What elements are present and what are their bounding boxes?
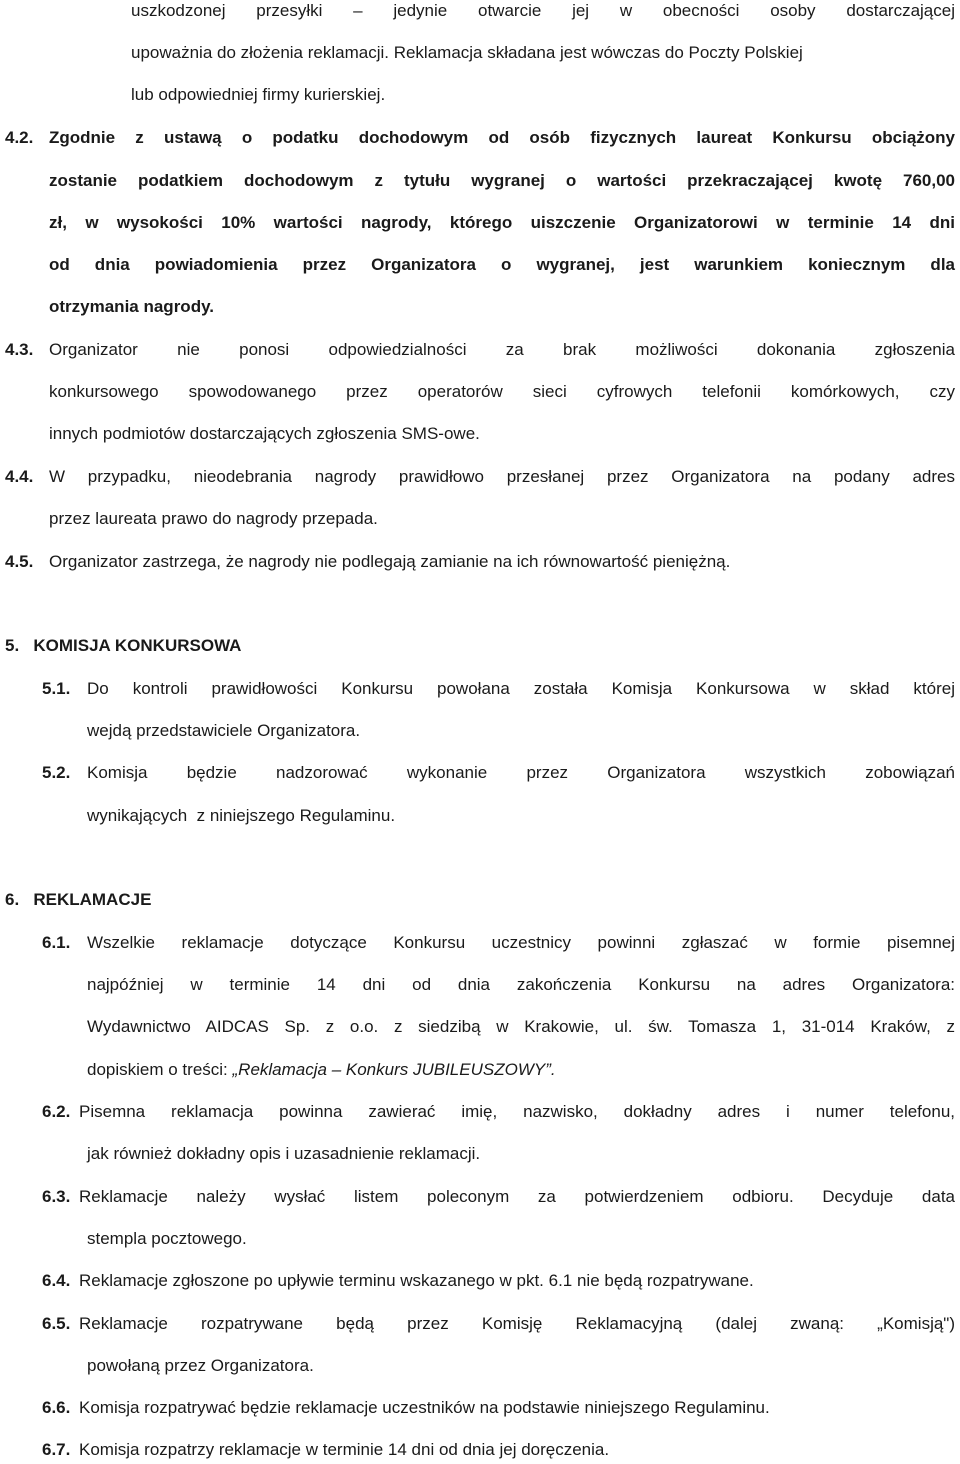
clause-4-2-line-3: zł, w wysokości 10% wartości nagrody, którego uiszczenie Organizatorowi w terminie 14 dni xyxy=(49,213,955,232)
section-6-heading: 6. REKLAMACJE xyxy=(5,890,152,909)
section-5-heading: 5. KOMISJA KONKURSOWA xyxy=(5,636,242,655)
clause-6-4-line-1: Reklamacje zgłoszone po upływie terminu wskazanego w pkt. 6.1 nie będą rozpatrywane. xyxy=(79,1271,754,1290)
clause-6-2-number: 6.2. xyxy=(42,1102,71,1121)
clause-5-2-number: 5.2. xyxy=(42,763,71,782)
clause-6-5-number: 6.5. xyxy=(42,1314,71,1333)
clause-6-1-line-4 xyxy=(87,1059,556,1081)
clause-5-2-line-2: wynikających z niniejszego Regulaminu. xyxy=(87,806,396,825)
clause-6-6-line-1: Komisja rozpatrywać będzie reklamacje uczestników na podstawie niniejszego Regulaminu. xyxy=(79,1398,770,1417)
intro-line-1: uszkodzonej przesyłki – jedynie otwarcie jej w obecności osoby dostarczającej xyxy=(131,1,955,20)
intro-line-2: upoważnia do złożenia reklamacji. Reklamacja składana jest wówczas do Poczty Polskiej xyxy=(131,43,803,62)
clause-6-3-line-2: stempla pocztowego. xyxy=(87,1229,247,1248)
clause-6-4-number: 6.4. xyxy=(42,1271,71,1290)
clause-4-3-number: 4.3. xyxy=(5,340,34,359)
clause-4-2-line-2: zostanie podatkiem dochodowym z tytułu wygranej o wartości przekraczającej kwotę 760,00 xyxy=(49,171,955,190)
clause-6-1-number: 6.1. xyxy=(42,933,71,952)
clause-4-3-line-2: konkursowego spowodowanego przez operatorów sieci cyfrowych telefonii komórkowych, czy xyxy=(49,382,955,401)
clause-6-1-quoted-subject: „Reklamacja – Konkurs JUBILEUSZOWY”. xyxy=(232,1060,556,1079)
clause-6-2-line-2: jak również dokładny opis i uzasadnienie reklamacji. xyxy=(87,1144,481,1163)
clause-4-2-line-1: Zgodnie z ustawą o podatku dochodowym od osób fizycznych laureat Konkursu obciążony xyxy=(49,128,955,147)
clause-4-2-line-5: otrzymania nagrody. xyxy=(49,297,214,316)
clause-5-1-line-1: Do kontroli prawidłowości Konkursu powołana została Komisja Konkursowa w skład której xyxy=(87,679,955,698)
intro-line-3: lub odpowiedniej firmy kurierskiej. xyxy=(131,85,386,104)
clause-4-4-number: 4.4. xyxy=(5,467,34,486)
clause-6-5-line-2: powołaną przez Organizatora. xyxy=(87,1356,314,1375)
clause-6-6-number: 6.6. xyxy=(42,1398,71,1417)
clause-5-1-number: 5.1. xyxy=(42,679,71,698)
clause-4-5-number: 4.5. xyxy=(5,552,34,571)
clause-4-5-line-1: Organizator zastrzega, że nagrody nie podlegają zamianie na ich równowartość pieniężną. xyxy=(49,552,731,571)
clause-6-1-line-2: najpóźniej w terminie 14 dni od dnia zakończenia Konkursu na adres Organizatora: xyxy=(87,975,955,994)
clause-4-3-line-1: Organizator nie ponosi odpowiedzialności za brak możliwości dokonania zgłoszenia xyxy=(49,340,955,359)
clause-5-1-line-2: wejdą przedstawiciele Organizatora. xyxy=(87,721,361,740)
clause-6-3-line-1: Reklamacje należy wysłać listem poleconym za potwierdzeniem odbioru. Decyduje data xyxy=(79,1187,955,1206)
clause-6-1-line-4-prefix: dopiskiem o treści: xyxy=(87,1060,233,1079)
clause-4-4-line-2: przez laureata prawo do nagrody przepada. xyxy=(49,509,378,528)
clause-4-2-number: 4.2. xyxy=(5,128,34,147)
clause-4-4-line-1: W przypadku, nieodebrania nagrody prawidłowo przesłanej przez Organizatora na podany adres xyxy=(49,467,955,486)
clause-6-1-line-1: Wszelkie reklamacje dotyczące Konkursu uczestnicy powinni zgłaszać w formie pisemnej xyxy=(87,933,955,952)
clause-6-7-line-1: Komisja rozpatrzy reklamacje w terminie 14 dni od dnia jej doręczenia. xyxy=(79,1440,610,1459)
clause-6-7-number: 6.7. xyxy=(42,1440,71,1459)
clause-5-2-line-1: Komisja będzie nadzorować wykonanie przez Organizatora wszystkich zobowiązań xyxy=(87,763,955,782)
clause-6-2-line-1: Pisemna reklamacja powinna zawierać imię, nazwisko, dokładny adres i numer telefonu, xyxy=(79,1102,955,1121)
clause-4-2-line-4: od dnia powiadomienia przez Organizatora o wygranej, jest warunkiem koniecznym dla xyxy=(49,255,955,274)
clause-6-3-number: 6.3. xyxy=(42,1187,71,1206)
clause-4-3-line-3: innych podmiotów dostarczających zgłoszenia SMS-owe. xyxy=(49,424,480,443)
clause-6-1-line-3: Wydawnictwo AIDCAS Sp. z o.o. z siedzibą w Krakowie, ul. św. Tomasza 1, 31-014 Kraków, z xyxy=(87,1017,955,1036)
clause-6-5-line-1: Reklamacje rozpatrywane będą przez Komisję Reklamacyjną (dalej zwaną: „Komisją") xyxy=(79,1314,955,1333)
